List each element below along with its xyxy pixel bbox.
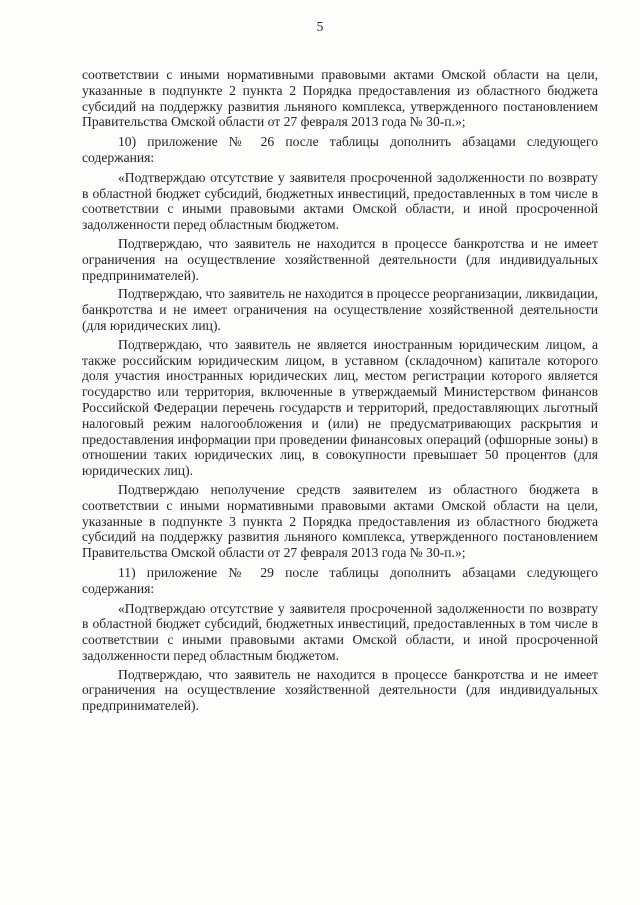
- paragraph-bankruptcy-confirmation: Подтверждаю, что заявитель не находится в процессе банкротства и не имеет ограничения на осуществление хозяйственной деятельности (для индивидуальных предпринимателей).: [82, 235, 598, 283]
- paragraph-item-11: 11) приложение № 29 после таблицы дополнить абзацами следующего содержания:: [82, 564, 598, 596]
- paragraph-debt-confirmation: «Подтверждаю отсутствие у заявителя просроченной задолженности по возврату в областной бюджет субсидий, бюджетных инвестиций, предоставленных в том числе в соответствии с иными правовыми актами Омской области, и иной просроченной задолженности перед областным бюджетом.: [82, 600, 598, 663]
- document-body: [82, 67, 598, 714]
- paragraph-foreign-entity-confirmation: Подтверждаю, что заявитель не является иностранным юридическим лицом, а также российским юридическим лицом, в уставном (складочном) капитале которого доля участия иностранных юридических лиц, местом регистрации которого является государство или территория, включенные в утверждаемый Министерством финансов Российской Федерации перечень государств и территорий, предоставляющих льготный налоговый режим налогообложения и (или) не предусматривающих раскрытия и предоставления информации при проведении финансовых операций (офшорные зоны) в отношении таких юридических лиц, в совокупности превышает 50 процентов (для юридических лиц).: [82, 336, 598, 479]
- paragraph-reorganization-confirmation: Подтверждаю, что заявитель не находится в процессе реорганизации, ликвидации, банкротства и не имеет ограничения на осуществление хозяйственной деятельности (для юридических лиц).: [82, 286, 598, 333]
- paragraph-item-10: 10) приложение № 26 после таблицы дополнить абзацами следующего содержания:: [82, 134, 598, 165]
- paragraph-funds-confirmation: Подтверждаю неполучение средств заявителем из областного бюджета в соответствии с иными нормативными правовыми актами Омской области на цели, указанные в подпункте 3 пункта 2 Порядка предоставления из областного бюджета субсидий на поддержку развития льняного комплекса, утвержденного постановлением Правительства Омской области от 27 февраля 2013 года № 30-п.»;: [82, 481, 598, 561]
- paragraph-continuation: соответствии с иными нормативными правовыми актами Омской области на цели, указанные в подпункте 2 пункта 2 Порядка предоставления из областного бюджета субсидий на поддержку развития льняного комплекса, утвержденного постановлением Правительства Омской области от 27 февраля 2013 года № 30-п.»;: [82, 67, 598, 130]
- page-number: 5: [316, 19, 324, 34]
- paragraph-debt-confirmation: «Подтверждаю отсутствие у заявителя просроченной задолженности по возврату в областной бюджет субсидий, бюджетных инвестиций, предоставленных в том числе в соответствии с иными правовыми актами Омской области, и иной просроченной задолженности перед областным бюджетом.: [82, 169, 598, 233]
- paragraph-bankruptcy-confirmation: Подтверждаю, что заявитель не находится в процессе банкротства и не имеет ограничения на осуществление хозяйственной деятельности (для индивидуальных предпринимателей).: [82, 666, 598, 714]
